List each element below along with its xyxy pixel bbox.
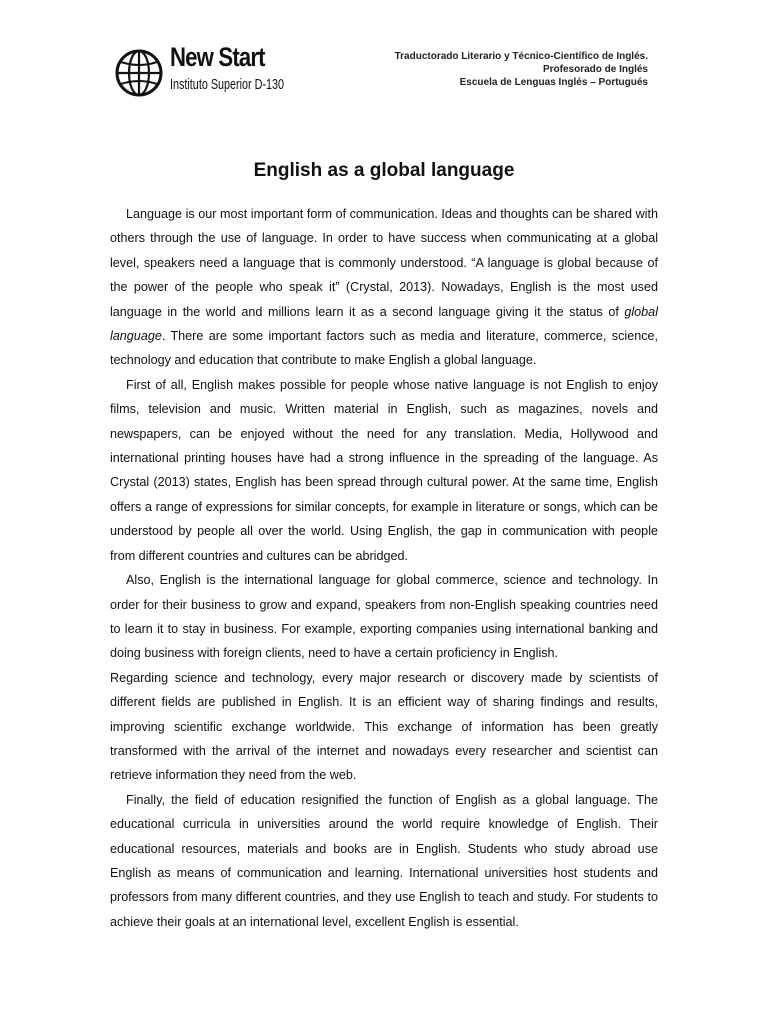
- program-line: Profesorado de Inglés: [542, 64, 648, 75]
- paragraph-text: Language is our most important form of communication. Ideas and thoughts can be shared with others through the use of language. In order to have success when communicating at a global level, speakers need a language that is commonly understood. “A language is global because of the power of the people who speak it” (Crystal, 2013). Nowadays, English is the most used language in the world and millions learn it as a second language giving it the status of: [110, 207, 658, 319]
- page-header: [112, 40, 652, 104]
- logo-subtitle: Instituto Superior D-130: [170, 76, 285, 93]
- paragraph: First of all, English makes possible for people whose native language is not English to enjoy films, television and music. Written material in English, such as magazines, novels and newspapers, can be enjoyed without the need for any translation. Media, Hollywood and international printing houses have had a strong influence in the spreading of the language. As Crystal (2013) states, English has been spread through cultural power. At the same time, English offers a range of expressions for similar concepts, for example in literature or songs, which can be understood by people all over the world. Using English, the gap in communication with people from different countries and cultures can be abridged.: [110, 377, 658, 563]
- institute-logo: [114, 42, 285, 100]
- logo-title: New Start: [170, 42, 265, 72]
- program-line: Escuela de Lenguas Inglés – Portugués: [459, 77, 648, 88]
- paragraph: Also, English is the international language for global commerce, science and technology. In order for their business to grow and expand, speakers from non-English speaking countries need to learn it to stay in business. For example, exporting companies using international banking and doing business with foreign clients, need to have a certain proficiency in English.: [110, 573, 658, 661]
- program-info: [395, 50, 648, 89]
- document-body: [110, 202, 658, 934]
- paragraph: Regarding science and technology, every major research or discovery made by scientists of different fields are published in English. It is an efficient way of sharing findings and results, improving scientific exchange worldwide. This exchange of information has been greatly transformed with the arrival of the internet and nowadays every researcher and scientist can retrieve information they need from the web.: [110, 670, 658, 783]
- emphasis-text: global language: [110, 304, 658, 344]
- document-title: English as a global language: [253, 160, 515, 181]
- program-line: Traductorado Literario y Técnico-Científico de Inglés.: [394, 51, 648, 62]
- paragraph: Finally, the field of education resignified the function of English as a global language. The educational curricula in universities around the world require knowledge of English. Their educational resources, materials and books are in English. Students who study abroad use English as means of communication and learning. International universities host students and professors from many different countries, and they use English to teach and study. For students to achieve their goals at an international level, excellent English is essential.: [110, 792, 658, 929]
- paragraph-text: . There are some important factors such as media and literature, commerce, science, technology and education that contribute to make English a global language.: [110, 329, 658, 368]
- paragraph: [110, 202, 658, 373]
- globe-icon: [114, 48, 164, 98]
